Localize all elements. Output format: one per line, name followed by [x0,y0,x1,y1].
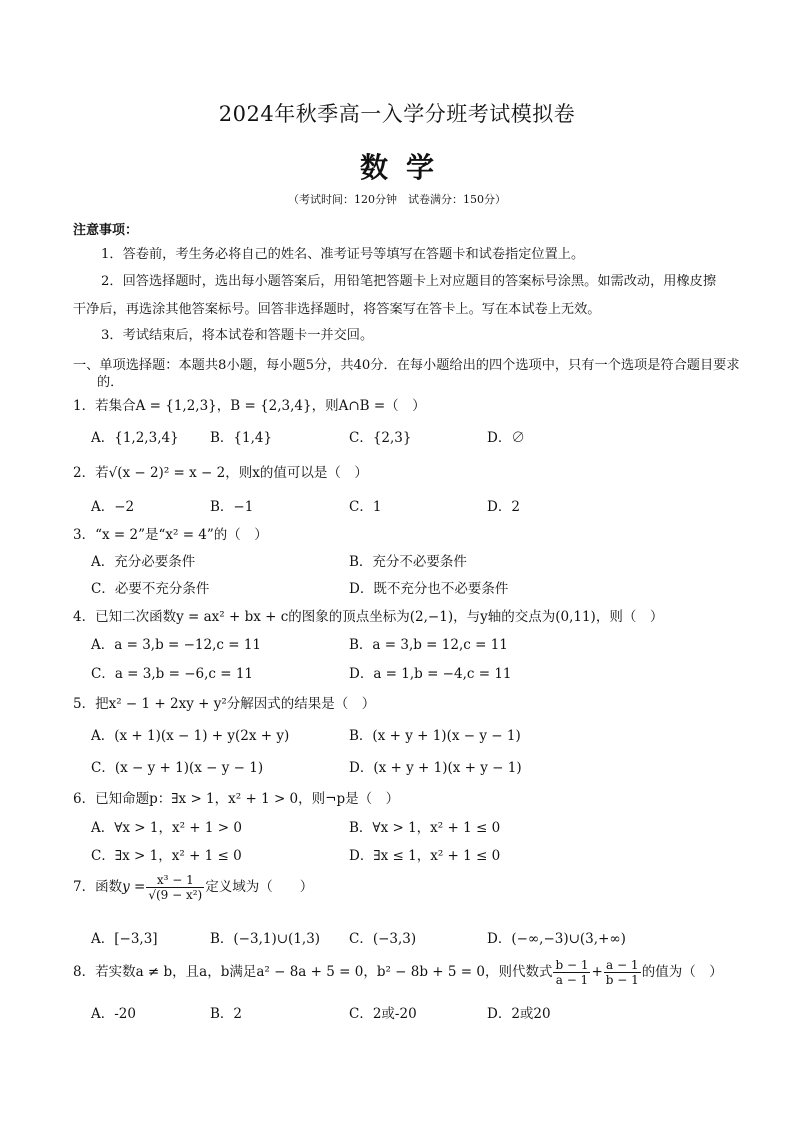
question-3-option-d: D．既不充分也不必要条件 [349,581,509,597]
question-8-option-b: B．2 [210,1006,243,1022]
exam-info: （考试时间：120分钟 试卷满分：150分） [288,193,506,206]
question-7-stem [73,873,313,902]
question-2-stem: 2．若√(x − 2)² = x − 2，则x的值可以是（ ） [73,465,368,481]
question-8-plus: + [591,964,603,980]
question-7-option-b: B．(−3,1)∪(1,3) [210,931,321,947]
question-8-fraction-1 [553,958,590,987]
question-1-option-c: C．{2,3} [349,430,412,446]
question-8-fraction-1-denominator: a − 1 [555,973,589,987]
question-5-option-c: C．(x − y + 1)(x − y − 1) [91,760,264,776]
question-3-option-b: B．充分不必要条件 [349,554,467,570]
question-5-option-a: A．(x + 1)(x − 1) + y(2x + y) [91,728,290,744]
question-8-fraction-2-denominator: b − 1 [605,973,639,987]
question-7-option-c: C．(−3,3) [349,931,417,947]
question-7-option-a: A．[−3,3] [91,931,158,947]
question-1-option-d: D．∅ [487,430,525,446]
question-1-option-b: B．{1,4} [210,430,273,446]
question-8-fraction-2-numerator: a − 1 [604,958,641,973]
question-1-stem: 1．若集合A = {1,2,3}，B = {2,3,4}，则A∩B =（ ） [73,398,426,414]
question-4-stem: 4．已知二次函数y = ax² + bx + c的图象的顶点坐标为(2,−1)，与y轴的交点为(0,11)，则（ ） [73,609,664,625]
question-7-prefix: 7．函数 [73,879,123,895]
notice-item-3: 3．考试结束后，将本试卷和答题卡一并交回。 [101,328,374,343]
question-7-option-d: D．(−∞,−3)∪(3,+∞) [487,931,626,947]
question-8-fraction-2 [604,958,641,987]
question-1-option-a: A．{1,2,3,4} [91,430,179,446]
question-2-option-c: C．1 [349,499,382,515]
question-6-option-d: D．∃x ≤ 1，x² + 1 ≤ 0 [349,848,501,864]
question-6-stem: 6．已知命题p：∃x > 1，x² + 1 > 0，则¬p是（ ） [73,791,400,807]
question-8-fraction-1-numerator: b − 1 [555,958,589,972]
notice-title: 注意事项： [73,223,139,238]
question-3-stem: 3．“x = 2”是“x² = 4”的（ ） [73,527,268,543]
question-6-option-a: A．∀x > 1，x² + 1 > 0 [91,820,242,836]
question-5-stem: 5．把x² − 1 + 2xy + y²分解因式的结果是（ ） [73,696,376,712]
question-4-option-c: C．a = 3,b = −6,c = 11 [91,666,254,682]
exam-title: 2024年秋季高一入学分班考试模拟卷 [218,102,576,126]
notice-item-2: 2．回答选择题时，选出每小题答案后，用铅笔把答题卡上对应题目的答案标号涂黑。如需改动，用橡皮擦干净后，再选涂其他答案标号。回答非选择题时，将答案写在答卡上。写在本试卷上无效。 [73,274,717,317]
question-8-option-a: A．-20 [91,1006,136,1022]
question-4-option-b: B．a = 3,b = 12,c = 11 [349,637,508,653]
question-5-option-b: B．(x + y + 1)(x − y − 1) [349,728,521,744]
question-6-option-c: C．∃x > 1，x² + 1 ≤ 0 [91,848,242,864]
question-8-stem [73,958,723,987]
question-2-option-d: D．2 [487,499,520,515]
subject-heading: 数学 [359,151,452,184]
question-5-option-d: D．(x + y + 1)(x + y − 1) [349,760,522,776]
question-2-option-b: B．−1 [210,499,254,515]
question-7-lhs: y = [122,879,146,895]
notice-item-1: 1．答卷前，考生务必将自己的姓名、准考证号等填写在答题卡和试卷指定位置上。 [101,247,585,262]
question-7-suffix: 定义域为（ ） [205,879,314,895]
question-7-fraction [146,873,204,902]
question-4-option-a: A．a = 3,b = −12,c = 11 [91,637,262,653]
question-7-numerator: x³ − 1 [146,873,204,888]
question-8-suffix: 的值为（ ） [641,964,723,980]
question-3-option-a: A．充分必要条件 [91,554,196,570]
question-8-option-c: C．2或-20 [349,1006,417,1022]
question-4-option-d: D．a = 1,b = −4,c = 11 [349,666,512,682]
question-6-option-b: B．∀x > 1，x² + 1 ≤ 0 [349,820,501,836]
question-7-denominator: √(9 − x²) [148,888,203,902]
question-3-option-c: C．必要不充分条件 [91,581,210,597]
question-8-prefix: 8．若实数a ≠ b，且a，b满足a² − 8a + 5 = 0，b² − 8b + 5 = 0，则代数式 [73,964,553,980]
question-8-option-d: D．2或20 [487,1006,551,1022]
section-heading: 一、单项选择题：本题共8小题，每小题5分，共40分．在每小题给出的四个选项中，只有一个选项是符合题目要求的． [73,358,740,390]
question-2-option-a: A．−2 [91,499,135,515]
